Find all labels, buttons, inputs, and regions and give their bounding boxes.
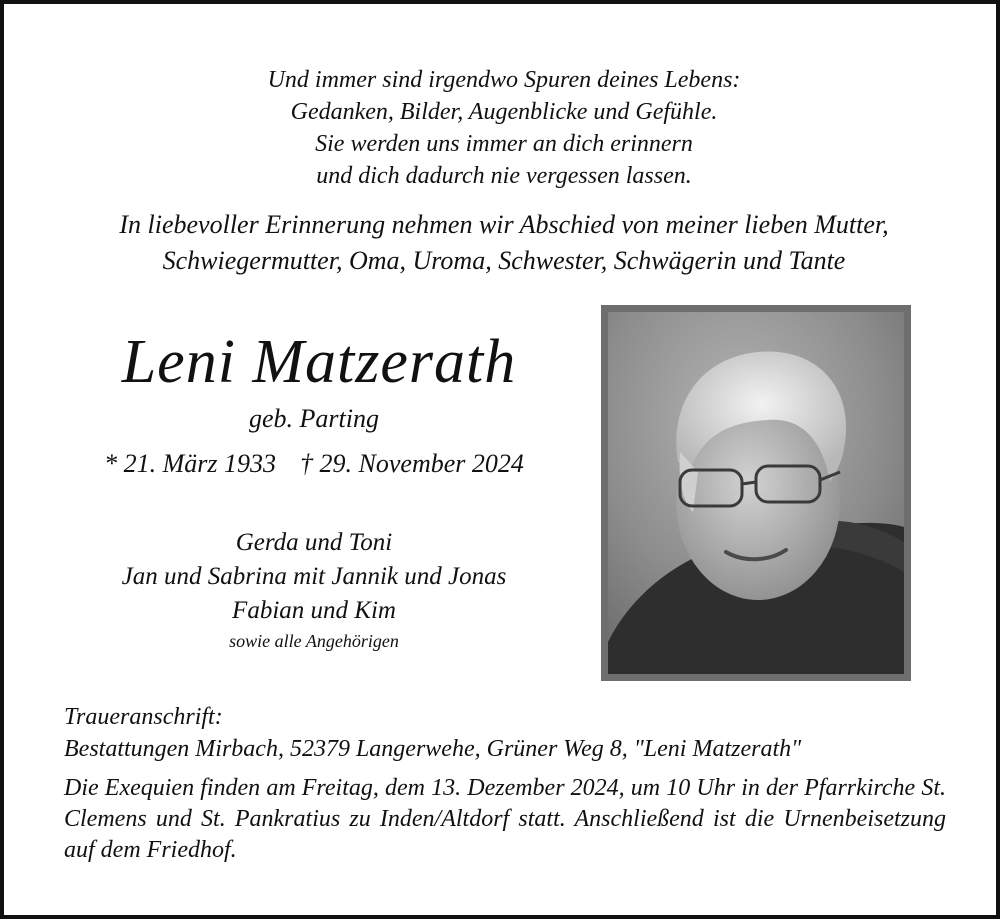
poem-line: Sie werden uns immer an dich erinnern xyxy=(315,131,693,157)
poem-line: Gedanken, Bilder, Augenblicke und Gefühle. xyxy=(290,99,718,125)
survivors-note: sowie alle Angehörigen xyxy=(229,631,399,651)
deceased-name: Leni Matzerath xyxy=(121,328,517,396)
poem xyxy=(4,64,1000,192)
service-info: Die Exequien finden am Freitag, dem 13. Dezember 2024, um 10 Uhr in der Pfarrkirche St. Clemens und St. Pankratius zu Inden/Altdorf statt. Anschließend ist die Urnenbeisetzung auf dem Friedhof. xyxy=(64,775,946,863)
survivor-line: Jan und Sabrina mit Jannik und Jonas xyxy=(121,563,507,590)
mourning-address xyxy=(64,701,944,765)
poem-line: und dich dadurch nie vergessen lassen. xyxy=(316,163,692,189)
address-text: Bestattungen Mirbach, 52379 Langerwehe, Grüner Weg 8, "Leni Matzerath" xyxy=(64,736,802,762)
death-date: † 29. November 2024 xyxy=(300,449,524,478)
intro-line: In liebevoller Erinnerung nehmen wir Abschied von meiner lieben Mutter, xyxy=(119,210,889,239)
portrait-image xyxy=(608,312,904,674)
survivors xyxy=(64,526,564,654)
life-dates xyxy=(64,447,564,481)
intro-line: Schwiegermutter, Oma, Uroma, Schwester, Schwägerin und Tante xyxy=(162,246,846,275)
poem-line: Und immer sind irgendwo Spuren deines Lebens: xyxy=(267,67,741,93)
birth-date: * 21. März 1933 xyxy=(104,449,277,478)
maiden-name: geb. Parting xyxy=(249,404,379,433)
survivor-line: Gerda und Toni xyxy=(235,529,393,556)
farewell-intro xyxy=(4,207,1000,279)
address-label: Traueranschrift: xyxy=(64,704,223,730)
portrait-photo xyxy=(601,305,911,681)
survivor-line: Fabian und Kim xyxy=(232,597,396,624)
